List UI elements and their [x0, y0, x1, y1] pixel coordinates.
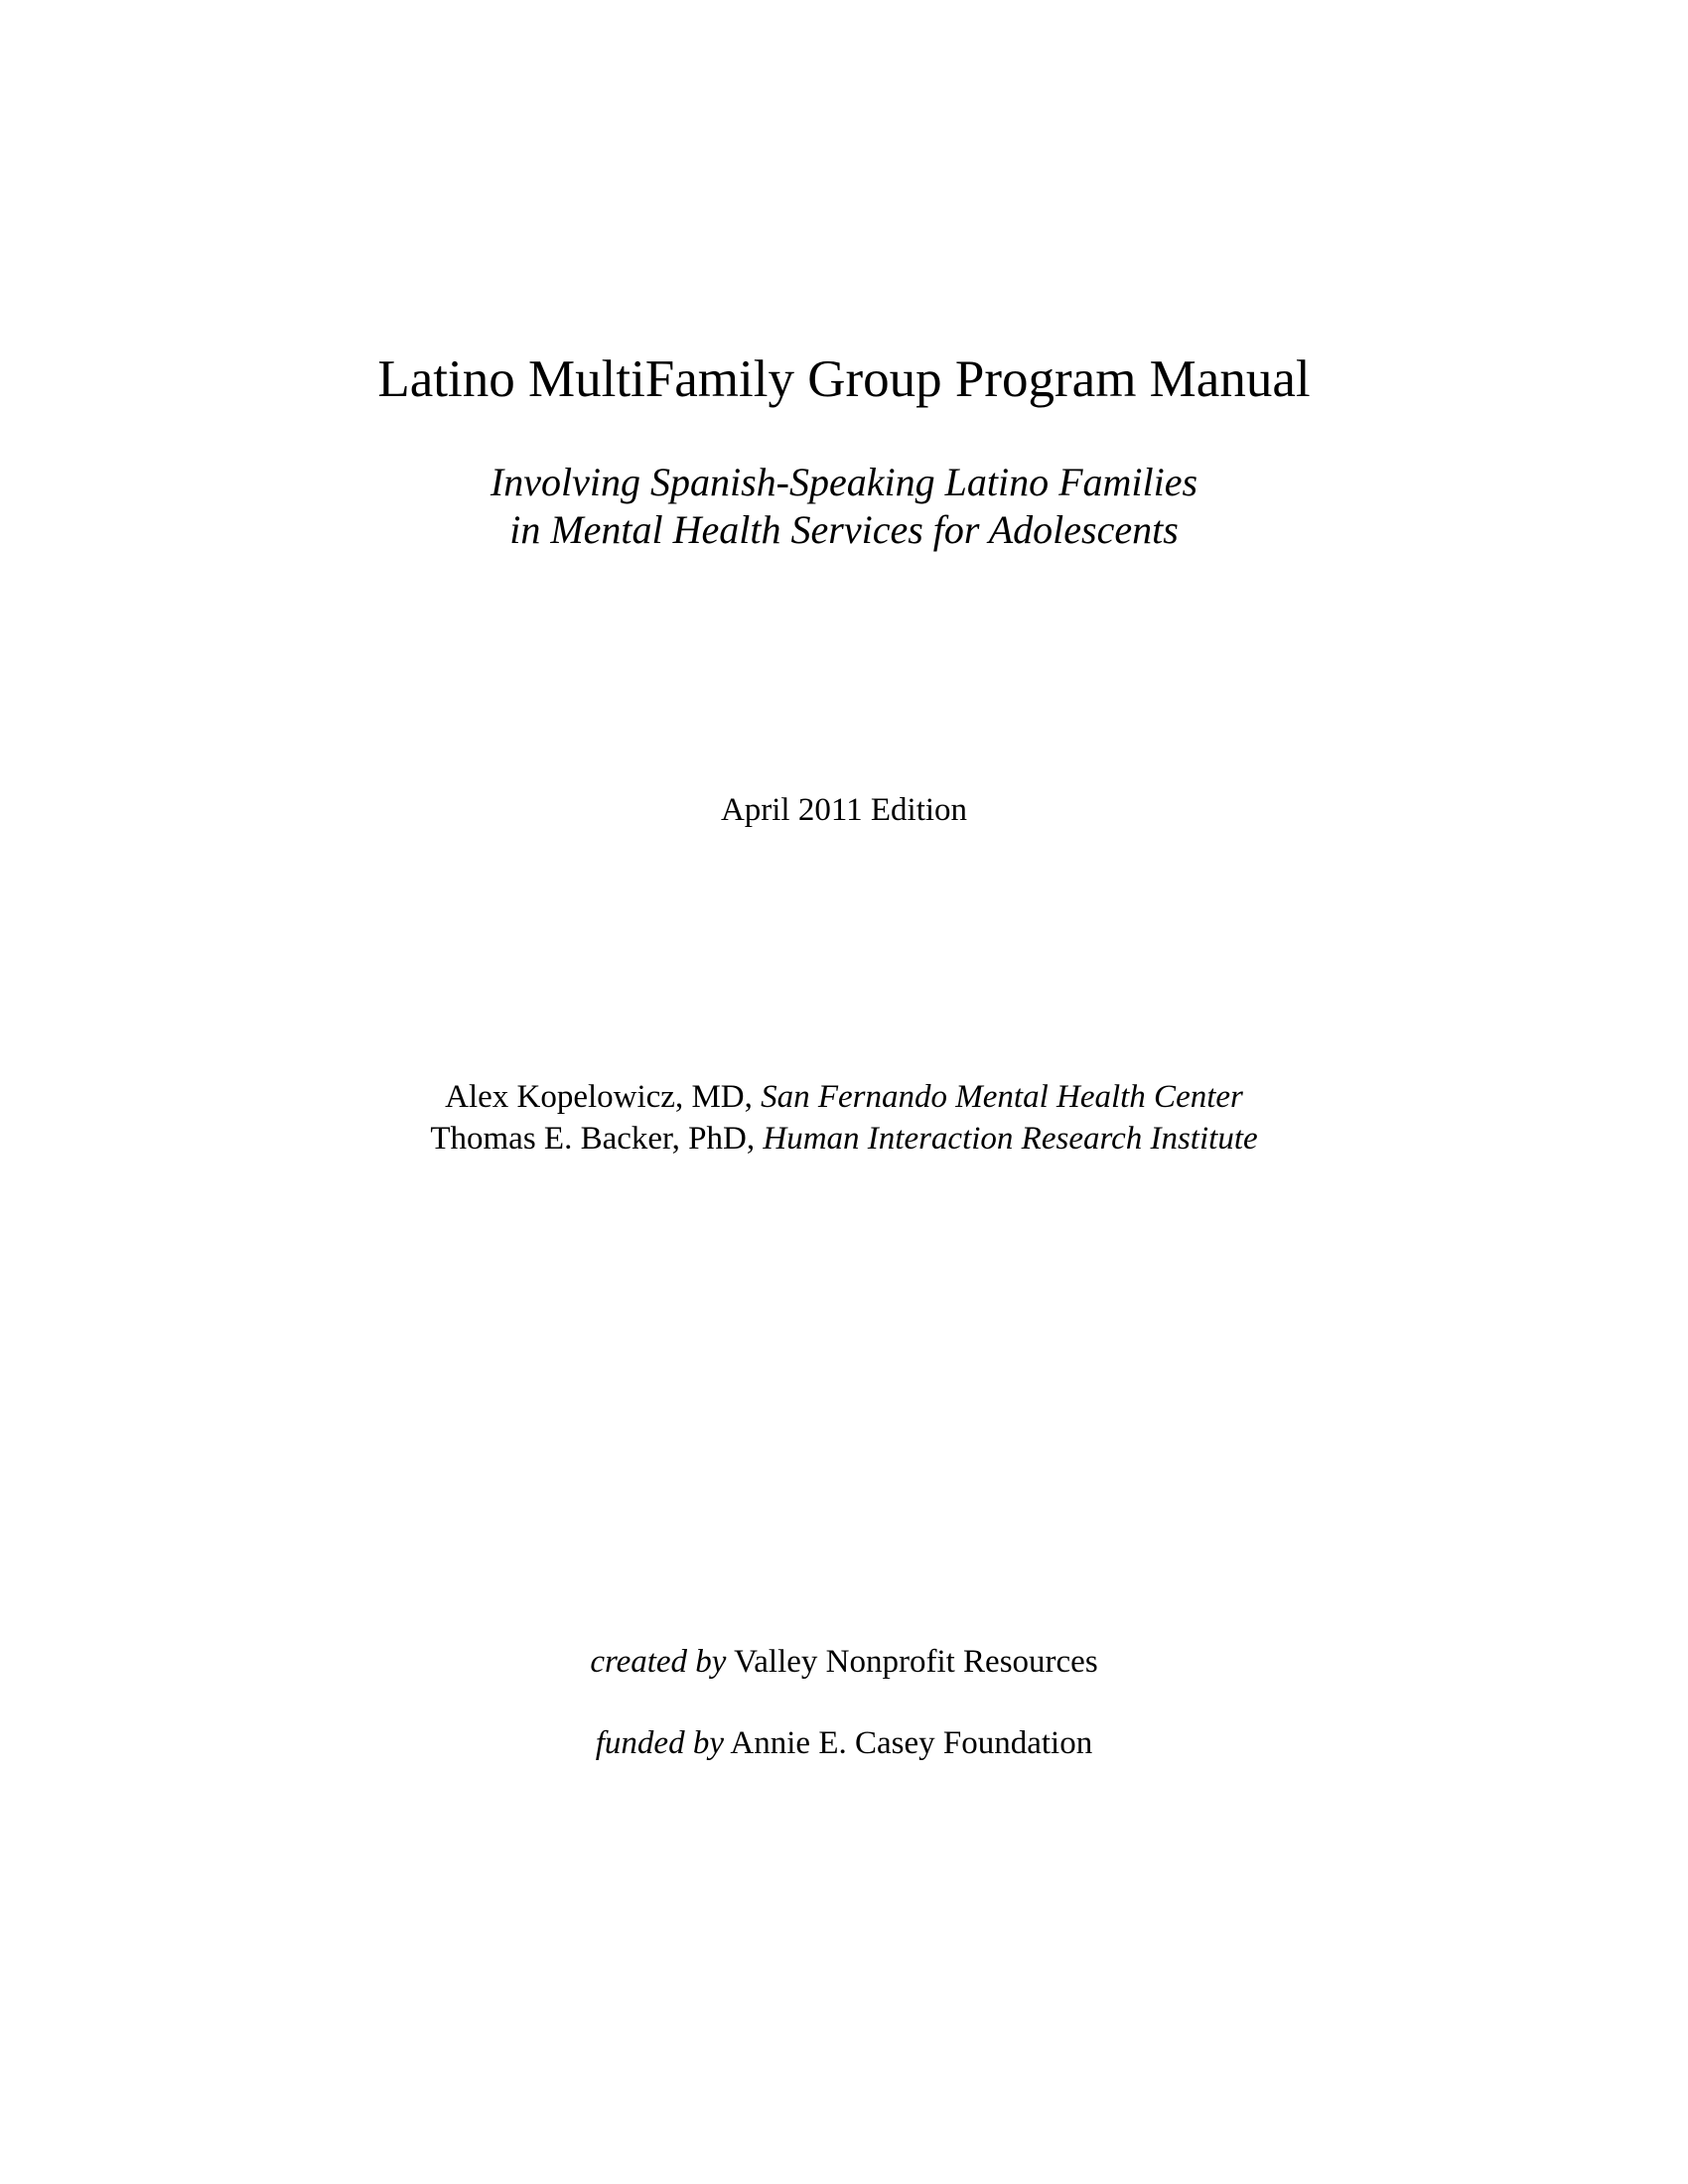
author-list [0, 1076, 1688, 1160]
edition-label: April 2011 Edition [720, 792, 968, 828]
created-by-credit [0, 1642, 1688, 1682]
funded-by-credit [0, 1723, 1688, 1763]
subtitle-line-2: in Mental Health Services for Adolescents [509, 507, 1179, 552]
document-title: Latino MultiFamily Group Program Manual [377, 350, 1311, 408]
document-subtitle [0, 459, 1688, 554]
author-affiliation: Human Interaction Research Institute [763, 1121, 1258, 1157]
author-affiliation: San Fernando Mental Health Center [761, 1079, 1243, 1115]
funded-by-prefix: funded by [595, 1725, 724, 1761]
subtitle-line-1: Involving Spanish-Speaking Latino Families [490, 460, 1198, 504]
created-by-prefix: created by [590, 1644, 727, 1680]
author-line [0, 1118, 1688, 1160]
author-name: Thomas E. Backer, PhD, [430, 1121, 756, 1157]
created-by-organization: Valley Nonprofit Resources [734, 1644, 1098, 1680]
author-line [0, 1076, 1688, 1118]
author-name: Alex Kopelowicz, MD, [445, 1079, 753, 1115]
funded-by-organization: Annie E. Casey Foundation [730, 1725, 1093, 1761]
